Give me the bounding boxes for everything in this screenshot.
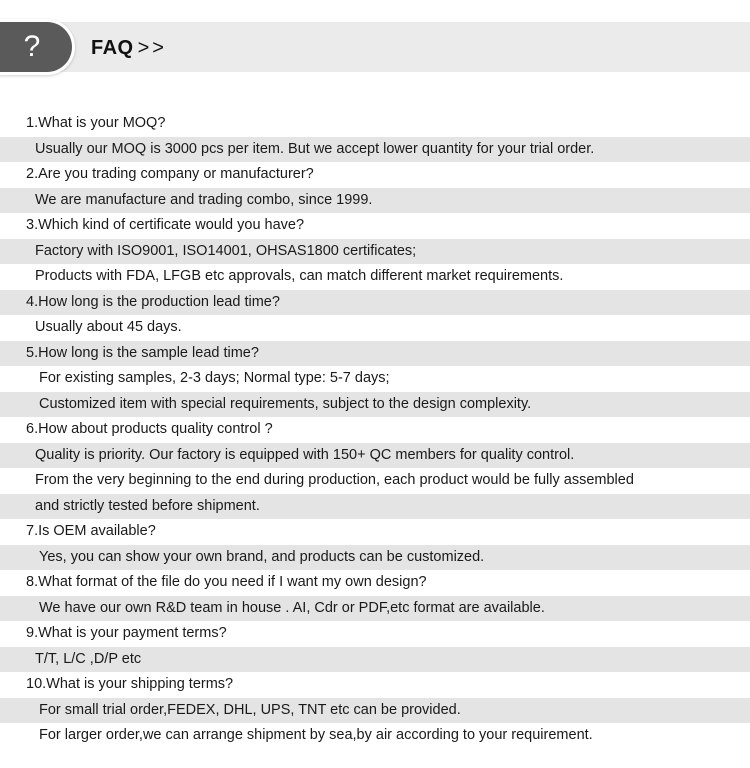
faq-answer: Customized item with special requirements, subject to the design complexity.	[0, 392, 750, 418]
question-mark-icon: ?	[23, 30, 41, 63]
page-title	[91, 35, 167, 61]
faq-answer: Factory with ISO9001, ISO14001, OHSAS1800 certificates;	[0, 239, 750, 265]
faq-answer: For existing samples, 2-3 days; Normal type: 5-7 days;	[39, 370, 390, 386]
faq-answer: and strictly tested before shipment.	[0, 494, 750, 520]
faq-answer: We have our own R&D team in house . AI, Cdr or PDF,etc format are available.	[0, 596, 750, 622]
faq-answer: Usually about 45 days.	[35, 319, 182, 335]
chevron-right-icon: >>	[137, 37, 167, 59]
faq-answer: Yes, you can show your own brand, and products can be customized.	[0, 545, 750, 571]
faq-list	[0, 111, 750, 749]
faq-question: 7.Is OEM available?	[26, 523, 156, 539]
faq-question: 9.What is your payment terms?	[26, 625, 227, 641]
faq-question: 10.What is your shipping terms?	[26, 676, 234, 692]
faq-question: 5.How long is the sample lead time?	[0, 341, 750, 367]
faq-question: 2.Are you trading company or manufacturer?	[26, 166, 314, 182]
faq-answer: For larger order,we can arrange shipment by sea,by air according to your requirement.	[39, 727, 593, 743]
faq-answer: T/T, L/C ,D/P etc	[0, 647, 750, 673]
faq-answer: We are manufacture and trading combo, since 1999.	[0, 188, 750, 214]
faq-title-text: FAQ	[91, 37, 134, 59]
faq-answer: Products with FDA, LFGB etc approvals, can match different market requirements.	[35, 268, 564, 284]
faq-question: 3.Which kind of certificate would you have?	[26, 217, 305, 233]
question-badge	[0, 22, 72, 72]
faq-question: 6.How about products quality control ?	[26, 421, 273, 437]
faq-answer: For small trial order,FEDEX, DHL, UPS, TNT etc can be provided.	[0, 698, 750, 724]
faq-question: 8.What format of the file do you need if I want my own design?	[26, 574, 427, 590]
faq-answer: Usually our MOQ is 3000 pcs per item. But we accept lower quantity for your trial order.	[0, 137, 750, 163]
faq-question: 4.How long is the production lead time?	[0, 290, 750, 316]
faq-answer: Quality is priority. Our factory is equipped with 150+ QC members for quality control.	[0, 443, 750, 469]
faq-answer: From the very beginning to the end during production, each product would be fully assembled	[35, 472, 634, 488]
faq-question: 1.What is your MOQ?	[26, 115, 166, 131]
